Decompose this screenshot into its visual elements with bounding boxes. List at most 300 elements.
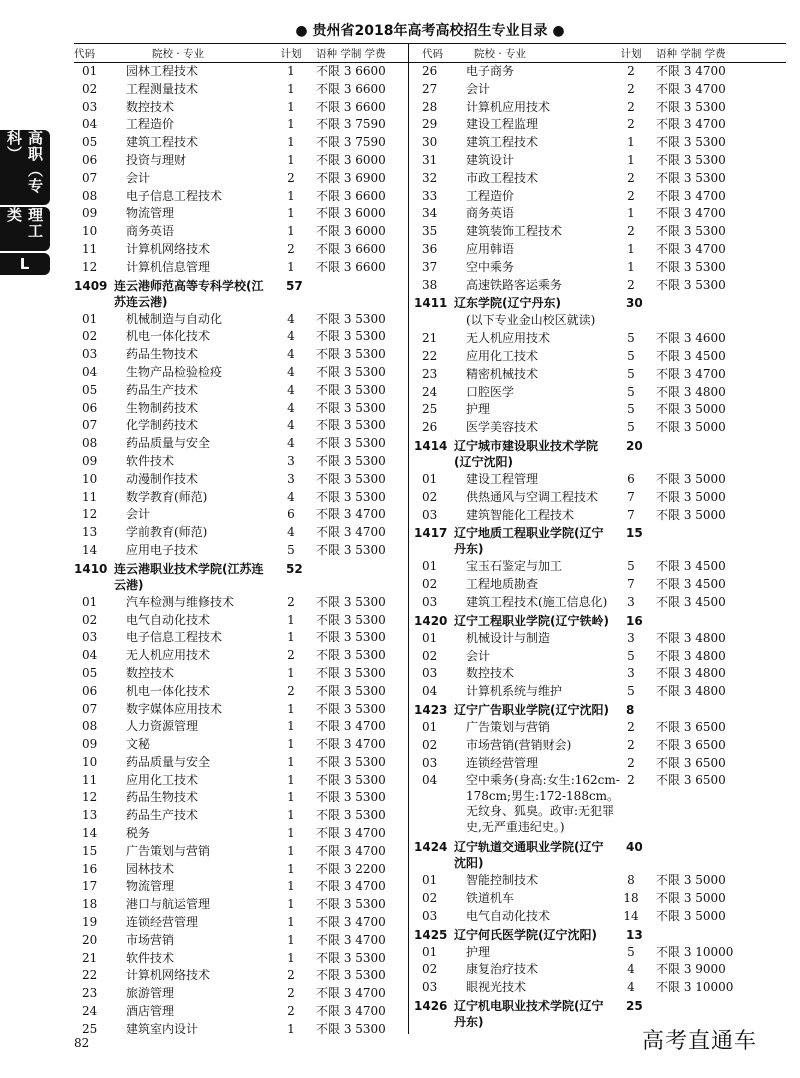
row-code: 11 <box>82 241 98 256</box>
table-row <box>74 789 406 807</box>
table-row <box>414 81 788 99</box>
row-plan: 1 <box>287 117 295 132</box>
page-number: 82 <box>74 1036 90 1050</box>
row-major: 电气自动化技术 <box>466 908 551 923</box>
row-plan: 1 <box>287 701 295 716</box>
table-row <box>74 1003 406 1021</box>
row-info: 不限 3 4700 <box>656 188 726 203</box>
row-major: 软件技术 <box>126 453 175 468</box>
row-plan: 1 <box>627 241 635 256</box>
row-info: 不限 3 4700 <box>656 241 726 256</box>
row-info: 不限 3 5300 <box>316 612 386 627</box>
row-info: 不限 3 5000 <box>656 507 726 522</box>
row-info: 不限 3 5000 <box>656 489 726 504</box>
school-1414: 1414 辽宁城市建设职业技术学院(辽宁沈阳) 20 <box>414 438 643 469</box>
row-plan: 1 <box>287 843 295 858</box>
row-code: 25 <box>82 1021 98 1036</box>
table-row <box>74 400 406 418</box>
row-code: 02 <box>422 737 438 752</box>
row-major: 电子信息工程技术 <box>126 630 223 645</box>
table-row <box>74 594 406 612</box>
row-code: 06 <box>82 152 98 167</box>
table-row <box>414 737 788 755</box>
row-plan: 4 <box>627 980 635 995</box>
row-plan: 2 <box>287 170 295 185</box>
row-plan: 3 <box>627 666 635 681</box>
row-info: 不限 3 4500 <box>656 577 726 592</box>
table-row <box>414 366 788 384</box>
table-row <box>74 382 406 400</box>
row-info: 不限 3 5300 <box>316 790 386 805</box>
row-code: 03 <box>422 908 438 923</box>
row-info: 不限 3 5300 <box>316 968 386 983</box>
row-major: 计算机系统与维护 <box>466 684 563 699</box>
row-info: 不限 3 9000 <box>656 962 726 977</box>
table-row <box>74 1021 406 1039</box>
school-1409: 1409 连云港师范高等专科学校(江苏连云港) 57 <box>74 278 303 309</box>
row-code: 01 <box>422 944 438 959</box>
row-major: 化学制药技术 <box>126 418 199 433</box>
row-major: 供热通风与空调工程技术 <box>466 489 599 504</box>
row-major: 空中乘务 <box>466 259 515 274</box>
table-row <box>74 205 406 223</box>
row-major: 电气自动化技术 <box>126 612 211 627</box>
table-row <box>74 914 406 932</box>
row-info: 不限 3 5300 <box>656 135 726 150</box>
row-info: 不限 3 5300 <box>316 364 386 379</box>
table-row <box>74 328 406 346</box>
table-row <box>414 205 788 223</box>
table-row <box>74 754 406 772</box>
row-plan: 2 <box>627 188 635 203</box>
table-row <box>74 843 406 861</box>
table-row <box>74 950 406 968</box>
row-info: 不限 3 4700 <box>316 1004 386 1019</box>
school-1425-majors <box>414 944 788 997</box>
row-info: 不限 3 6600 <box>316 241 386 256</box>
table-row <box>414 277 788 295</box>
row-plan: 4 <box>287 489 295 504</box>
row-code: 08 <box>82 188 98 203</box>
row-code: 19 <box>82 915 98 930</box>
row-info: 不限 3 5300 <box>316 329 386 344</box>
row-info: 不限 3 10000 <box>656 944 734 959</box>
row-major: 会计 <box>126 170 151 185</box>
row-info: 不限 3 5300 <box>316 382 386 397</box>
table-row <box>414 401 788 419</box>
row-code: 09 <box>82 206 98 221</box>
row-plan: 2 <box>287 1004 295 1019</box>
table-row <box>74 471 406 489</box>
row-info: 不限 3 6600 <box>316 99 386 114</box>
school-1426: 1426 辽宁机电职业技术学院(辽宁丹东) 25 <box>414 999 643 1030</box>
row-major: 药品质量与安全 <box>126 754 211 769</box>
row-info: 不限 3 4700 <box>656 366 726 381</box>
row-code: 33 <box>422 188 438 203</box>
table-row <box>74 825 406 843</box>
row-info: 不限 3 10000 <box>656 980 734 995</box>
table-row <box>74 188 406 206</box>
row-plan: 1 <box>287 64 295 78</box>
row-code: 20 <box>82 932 98 947</box>
page-header <box>74 20 786 42</box>
row-plan: 5 <box>287 542 295 557</box>
row-plan: 2 <box>627 117 635 132</box>
row-major: 人力资源管理 <box>126 719 199 734</box>
row-major: 工程造价 <box>126 117 175 132</box>
row-info: 不限 3 4800 <box>656 684 726 699</box>
row-code: 01 <box>82 311 98 326</box>
row-code: 05 <box>82 135 98 150</box>
school-1410-majors <box>74 594 406 1039</box>
campus-note: (以下专业金山校区就读) <box>466 313 596 328</box>
school-1410: 1410 连云港职业技术学院(江苏连云港) 52 <box>74 561 303 592</box>
row-plan: 2 <box>287 648 295 663</box>
row-info: 不限 3 4700 <box>656 117 726 132</box>
row-plan: 3 <box>287 471 295 486</box>
row-code: 34 <box>422 206 438 221</box>
table-row <box>74 259 406 277</box>
row-info: 不限 3 5300 <box>316 489 386 504</box>
row-plan: 1 <box>287 932 295 947</box>
row-info: 不限 3 4700 <box>316 737 386 752</box>
row-info: 不限 3 5300 <box>316 772 386 787</box>
row-info: 不限 3 4800 <box>656 648 726 663</box>
table-row <box>74 63 406 81</box>
table-row <box>74 647 406 665</box>
table-row <box>74 116 406 134</box>
row-info: 不限 3 5300 <box>316 594 386 609</box>
row-info: 不限 3 6000 <box>316 224 386 239</box>
row-code: 02 <box>422 962 438 977</box>
school-1414-majors <box>414 471 788 524</box>
row-info: 不限 3 4700 <box>316 986 386 1001</box>
row-major: 园林工程技术 <box>126 64 199 78</box>
row-major: 康复治疗技术 <box>466 962 539 977</box>
table-row <box>74 985 406 1003</box>
table-row <box>414 99 788 117</box>
row-plan: 4 <box>287 329 295 344</box>
row-code: 08 <box>82 436 98 451</box>
row-major: 商务英语 <box>126 224 175 239</box>
row-major: 工程地质勘查 <box>466 577 539 592</box>
row-plan: 5 <box>627 559 635 574</box>
row-info: 不限 3 6600 <box>316 64 386 78</box>
row-code: 32 <box>422 170 438 185</box>
row-code: 22 <box>82 968 98 983</box>
table-row <box>74 683 406 701</box>
row-plan: 1 <box>287 879 295 894</box>
row-plan: 2 <box>287 986 295 1001</box>
row-info: 不限 3 5000 <box>656 873 726 888</box>
row-major: 动漫制作技术 <box>126 471 199 486</box>
row-plan: 4 <box>627 962 635 977</box>
row-info: 不限 3 5300 <box>316 453 386 468</box>
row-plan: 1 <box>287 135 295 150</box>
school-1411: 1411 辽东学院(辽宁丹东) 30 <box>414 296 643 311</box>
row-info: 不限 3 4700 <box>316 843 386 858</box>
row-plan: 2 <box>627 170 635 185</box>
table-row <box>414 890 788 908</box>
table-row <box>74 629 406 647</box>
row-major: 生物制药技术 <box>126 400 199 415</box>
table-row <box>74 170 406 188</box>
row-major: 文秘 <box>126 737 151 752</box>
row-plan: 2 <box>627 737 635 752</box>
row-info: 不限 3 7590 <box>316 135 386 150</box>
row-code: 38 <box>422 277 438 292</box>
row-major: 连锁经营管理 <box>126 915 199 930</box>
row-major: 护理 <box>466 944 491 959</box>
row-code: 21 <box>82 950 98 965</box>
row-code: 04 <box>82 364 98 379</box>
row-major: 会计 <box>466 648 491 663</box>
row-info: 不限 3 5000 <box>656 471 726 486</box>
row-major: 计算机应用技术 <box>466 99 551 114</box>
school-1425: 1425 辽宁何氏医学院(辽宁沈阳) 13 <box>414 927 643 942</box>
header-code: 代码 <box>422 48 443 60</box>
table-row <box>414 558 788 576</box>
row-plan: 1 <box>287 719 295 734</box>
row-info: 不限 3 4700 <box>316 915 386 930</box>
row-major: 药品质量与安全 <box>126 436 211 451</box>
table-row <box>74 967 406 985</box>
row-plan: 4 <box>287 364 295 379</box>
row-major: 会计 <box>126 507 151 522</box>
row-info: 不限 3 5300 <box>316 542 386 557</box>
row-plan: 1 <box>287 206 295 221</box>
table-row <box>74 99 406 117</box>
table-row <box>414 630 788 648</box>
row-plan: 6 <box>287 507 295 522</box>
row-info: 不限 3 4800 <box>656 630 726 645</box>
row-plan: 2 <box>287 968 295 983</box>
table-row <box>414 908 788 926</box>
row-info: 不限 3 7590 <box>316 117 386 132</box>
row-code: 02 <box>422 577 438 592</box>
table-row <box>74 453 406 471</box>
row-code: 03 <box>422 980 438 995</box>
row-code: 03 <box>422 507 438 522</box>
row-plan: 4 <box>287 311 295 326</box>
table-row <box>74 896 406 914</box>
row-code: 03 <box>422 755 438 770</box>
row-info: 不限 3 4800 <box>656 666 726 681</box>
table-row <box>74 932 406 950</box>
row-plan: 1 <box>287 950 295 965</box>
row-plan: 2 <box>627 99 635 114</box>
row-code: 01 <box>82 64 98 78</box>
school-1409-majors <box>74 311 406 560</box>
row-code: 01 <box>422 559 438 574</box>
row-code: 25 <box>422 402 438 417</box>
row-info: 不限 3 4700 <box>316 525 386 540</box>
row-major: 眼视光技术 <box>466 980 527 995</box>
row-plan: 1 <box>287 808 295 823</box>
row-code: 31 <box>422 152 438 167</box>
table-row <box>74 346 406 364</box>
row-code: 29 <box>422 117 438 132</box>
row-info: 不限 3 4800 <box>656 384 726 399</box>
row-code: 01 <box>422 873 438 888</box>
row-code: 14 <box>82 542 98 557</box>
row-info: 不限 3 5300 <box>316 436 386 451</box>
row-code: 05 <box>82 665 98 680</box>
row-info: 不限 3 5000 <box>656 908 726 923</box>
row-plan: 5 <box>627 366 635 381</box>
table-row <box>414 348 788 366</box>
row-plan: 2 <box>627 277 635 292</box>
row-major: 机电一体化技术 <box>126 683 211 698</box>
row-info: 不限 3 5300 <box>316 311 386 326</box>
table-row <box>414 63 788 81</box>
row-info: 不限 3 5300 <box>316 347 386 362</box>
table-row <box>414 961 788 979</box>
table-row <box>414 979 788 997</box>
row-info: 不限 3 5300 <box>656 170 726 185</box>
row-code: 12 <box>82 259 98 274</box>
row-info: 不限 3 6600 <box>316 188 386 203</box>
row-code: 21 <box>422 331 438 346</box>
header-code: 代码 <box>74 48 95 60</box>
table-row <box>74 612 406 630</box>
row-info: 不限 3 5300 <box>316 897 386 912</box>
row-code: 27 <box>422 81 438 96</box>
school-1420-majors <box>414 630 788 701</box>
row-info: 不限 3 4700 <box>656 64 726 78</box>
row-info: 不限 3 5300 <box>316 471 386 486</box>
row-plan: 2 <box>287 683 295 698</box>
row-info: 不限 3 4700 <box>316 507 386 522</box>
row-code: 03 <box>82 630 98 645</box>
row-plan: 1 <box>627 259 635 274</box>
row-info: 不限 3 4700 <box>316 826 386 841</box>
row-code: 02 <box>82 329 98 344</box>
row-code: 22 <box>422 348 438 363</box>
row-plan: 4 <box>287 382 295 397</box>
table-row <box>414 330 788 348</box>
table-row <box>74 364 406 382</box>
row-plan: 7 <box>627 577 635 592</box>
row-info: 不限 3 5300 <box>316 418 386 433</box>
table-row <box>74 311 406 329</box>
table-row <box>74 524 406 542</box>
row-plan: 1 <box>287 665 295 680</box>
row-plan: 2 <box>627 81 635 96</box>
row-info: 不限 3 6500 <box>656 719 726 734</box>
row-plan: 1 <box>287 152 295 167</box>
school-1423-majors <box>414 719 788 772</box>
row-code: 03 <box>82 99 98 114</box>
row-info: 不限 3 5000 <box>656 402 726 417</box>
column-divider <box>408 44 409 1034</box>
header-plan: 计划 <box>620 48 642 60</box>
row-plan: 1 <box>627 135 635 150</box>
header-plan: 计划 <box>280 48 302 60</box>
row-code: 02 <box>422 648 438 663</box>
table-row <box>74 223 406 241</box>
row-major: 药品生物技术 <box>126 347 199 362</box>
page-header-title: ● 贵州省2018年高考高校招生专业目录 ● <box>295 23 565 39</box>
row-code: 02 <box>82 612 98 627</box>
school-1424: 1424 辽宁轨道交通职业学院(辽宁沈阳) 40 <box>414 840 643 871</box>
row-major: 学前教育(师范) <box>126 525 208 540</box>
row-major: 精密机械技术 <box>466 366 539 381</box>
table-row <box>414 755 788 773</box>
row-plan: 2 <box>627 224 635 239</box>
row-code: 09 <box>82 453 98 468</box>
row-code: 10 <box>82 754 98 769</box>
right-column <box>414 46 788 1031</box>
row-major: 数控技术 <box>126 665 175 680</box>
row-major: 护理 <box>466 402 491 417</box>
row-info: 不限 3 5300 <box>316 754 386 769</box>
row-major: 药品生产技术 <box>126 808 199 823</box>
row-info: 不限 3 5300 <box>656 277 726 292</box>
table-row <box>414 419 788 437</box>
row-code: 37 <box>422 259 438 274</box>
row-major: 工程造价 <box>466 188 515 203</box>
row-code: 07 <box>82 170 98 185</box>
row-code: 05 <box>82 382 98 397</box>
row-code: 08 <box>82 719 98 734</box>
table-row <box>414 384 788 402</box>
header-name: 院校 · 专业 <box>474 48 527 60</box>
row-plan: 4 <box>287 436 295 451</box>
row-major: 计算机网络技术 <box>126 241 211 256</box>
table-row <box>414 471 788 489</box>
row-code: 14 <box>82 826 98 841</box>
row-plan: 5 <box>627 384 635 399</box>
row-code: 16 <box>82 861 98 876</box>
row-info: 不限 3 5300 <box>316 400 386 415</box>
row-plan: 4 <box>287 525 295 540</box>
row-major: 广告策划与营销 <box>466 719 551 734</box>
row-code: 13 <box>82 808 98 823</box>
row-info: 不限 3 2200 <box>316 861 386 876</box>
table-row <box>74 665 406 683</box>
row-major: 机电一体化技术 <box>126 329 211 344</box>
row-info: 不限 3 4500 <box>656 348 726 363</box>
table-row <box>414 944 788 962</box>
row-major: 计算机信息管理 <box>126 259 211 274</box>
row-plan: 1 <box>287 188 295 203</box>
row-info: 不限 3 5000 <box>656 420 726 435</box>
row-major: 港口与航运管理 <box>126 897 211 912</box>
row-major: 铁道机车 <box>466 891 515 906</box>
row-major: 酒店管理 <box>126 1004 175 1019</box>
table-row <box>414 152 788 170</box>
row-plan: 18 <box>623 891 639 906</box>
row-plan: 5 <box>627 331 635 346</box>
side-tab-letter: L <box>0 253 50 275</box>
row-major: 工程测量技术 <box>126 81 199 96</box>
table-row <box>74 506 406 524</box>
row-major: 物流管理 <box>126 206 175 221</box>
row-code: 11 <box>82 772 98 787</box>
row-plan: 3 <box>627 630 635 645</box>
row-code: 28 <box>422 99 438 114</box>
school-1424-majors <box>414 872 788 925</box>
row-plan: 5 <box>627 348 635 363</box>
row-code: 24 <box>422 384 438 399</box>
row-code: 11 <box>82 489 98 504</box>
row-info: 不限 3 5300 <box>656 99 726 114</box>
school-1417-majors <box>414 558 788 611</box>
row-plan: 1 <box>287 826 295 841</box>
row-major: 应用韩语 <box>466 241 515 256</box>
row-major: 宝玉石鉴定与加工 <box>466 559 563 574</box>
